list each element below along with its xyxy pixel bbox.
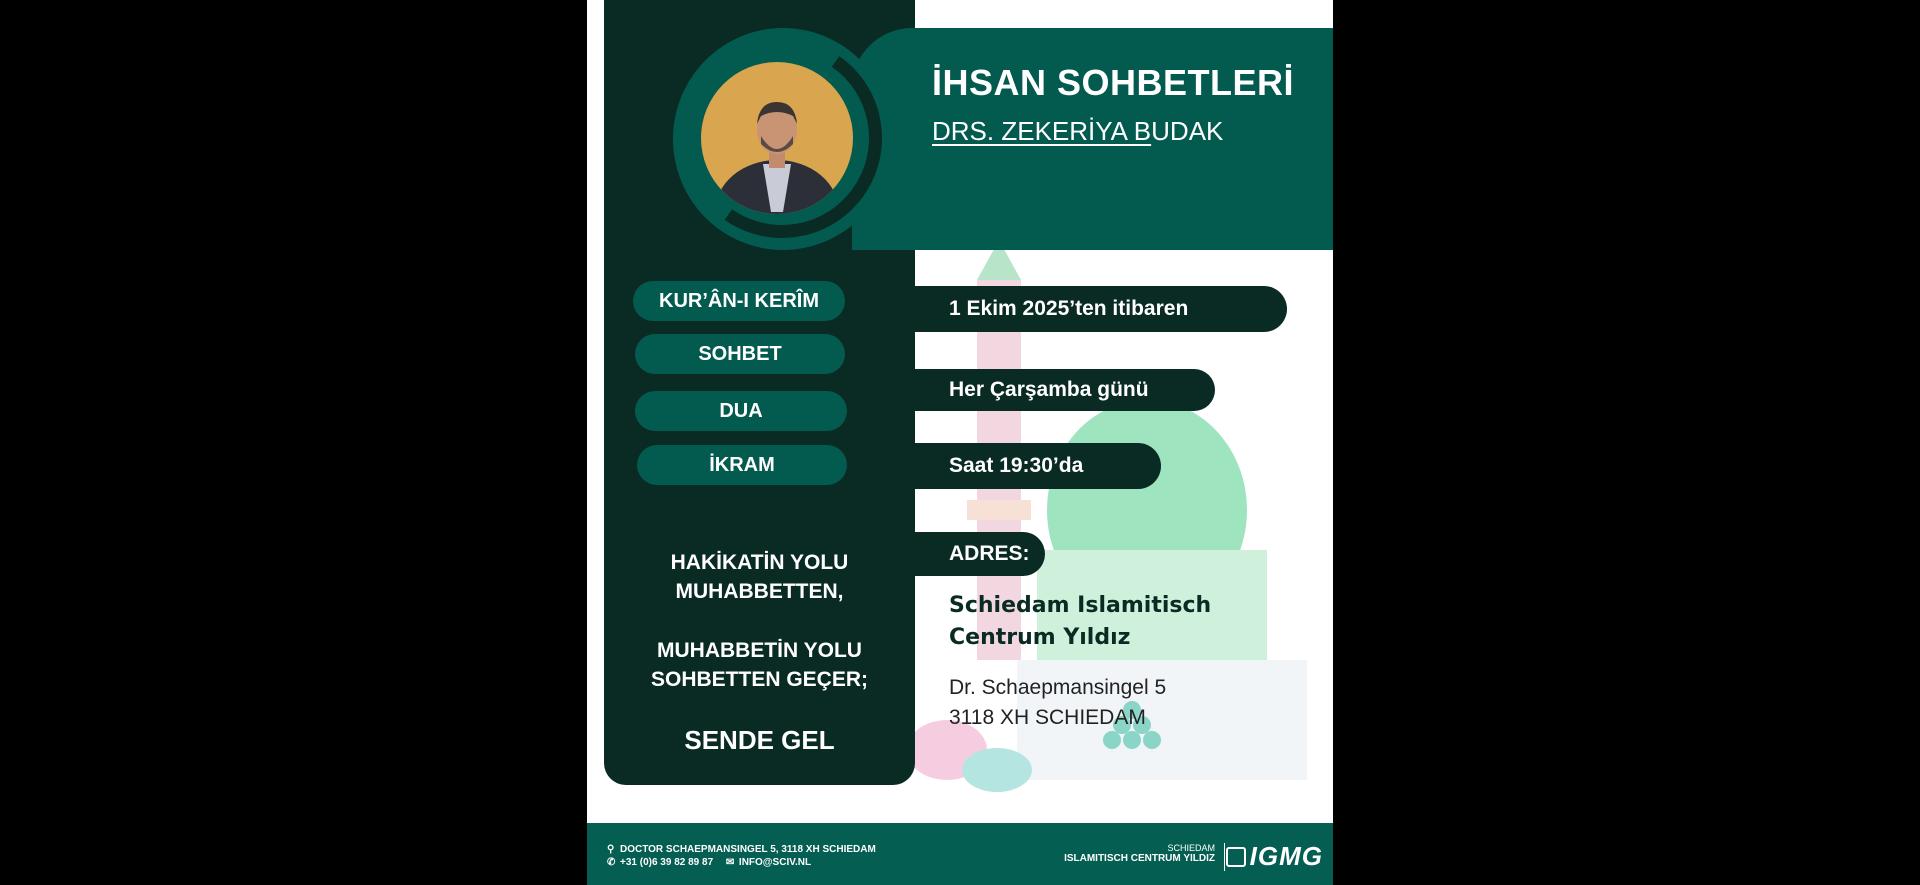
program-pill-sohbet: SOHBET	[635, 334, 845, 374]
street-line-1: Dr. Schaepmansingel 5	[949, 676, 1167, 699]
venue-line-1: Schiedam Islamitisch	[949, 593, 1212, 618]
event-title: İHSAN SOHBETLERİ	[932, 62, 1295, 103]
event-poster	[587, 0, 1333, 885]
footer-phone[interactable]: +31 (0)6 39 82 89 87	[620, 857, 714, 868]
schedule-start: 1 Ekim 2025’ten itibaren	[915, 286, 1287, 332]
mail-icon: ✉	[725, 857, 735, 868]
speaker-photo	[701, 62, 853, 214]
footer-contact	[607, 857, 811, 868]
speaker-name-rest: UDAK	[1151, 116, 1224, 146]
speaker-name-underlined: DRS. ZEKERİYA B	[932, 116, 1152, 146]
footer-city: SCHIEDAM	[1167, 843, 1215, 853]
quote-line-4: SOHBETTEN GEÇER;	[650, 668, 868, 691]
footer-email[interactable]: INFO@SCIV.NL	[738, 857, 812, 868]
quote-part-2	[604, 636, 915, 694]
location-pin-icon: ⚲	[607, 844, 615, 855]
quote-part-1	[604, 548, 915, 606]
address-label: ADRES:	[915, 532, 1045, 576]
quote-line-2: MUHABBETTEN,	[675, 580, 844, 603]
person-icon	[701, 62, 853, 214]
venue-line-2: Centrum Yıldız	[949, 625, 1131, 650]
schedule-time: Saat 19:30’da	[915, 443, 1161, 489]
logo-mark-icon	[1226, 847, 1246, 867]
footer-address-text: DOCTOR SCHAEPMANSINGEL 5, 3118 XH SCHIEDAM	[620, 844, 876, 855]
quote-line-3: MUHABBETİN YOLU	[657, 639, 862, 662]
program-pill-dua: DUA	[635, 391, 847, 431]
street-line-2: 3118 XH SCHIEDAM	[949, 706, 1146, 729]
program-pill-kuran: KUR’ÂN-I KERÎM	[633, 281, 845, 321]
footer-address	[607, 844, 876, 855]
call-to-action: SENDE GEL	[684, 725, 835, 755]
program-pill-ikram: İKRAM	[637, 445, 847, 485]
igmg-logo	[1226, 841, 1323, 872]
venue-name	[949, 590, 1249, 654]
street-address	[949, 673, 1166, 733]
schedule-day: Her Çarşamba günü	[915, 369, 1215, 411]
phone-icon: ✆	[607, 857, 616, 868]
speaker-name	[932, 116, 1223, 147]
footer-org-name: ISLAMITISCH CENTRUM YILDIZ	[1064, 853, 1215, 864]
footer-org	[1064, 843, 1215, 864]
igmg-logo-text: IGMG	[1249, 841, 1323, 871]
footer	[587, 823, 1333, 885]
quote-line-1: HAKİKATİN YOLU	[670, 551, 849, 574]
